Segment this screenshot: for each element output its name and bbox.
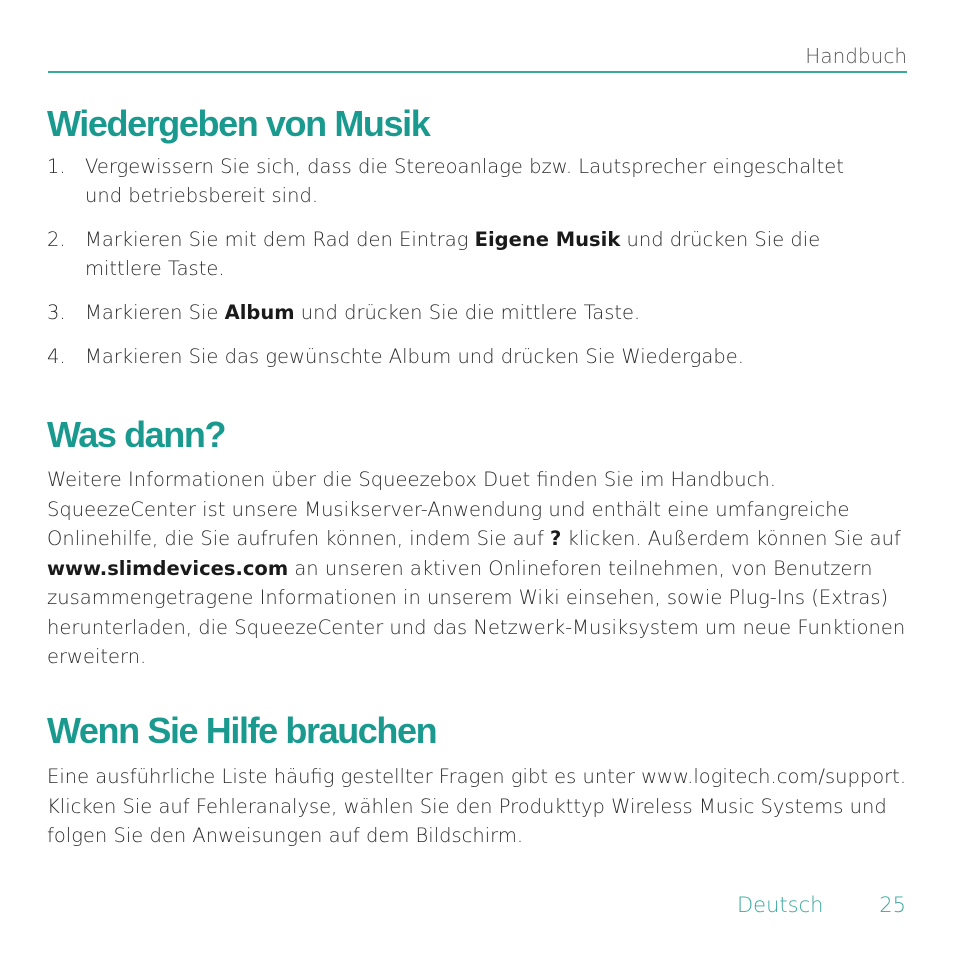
running-header: Handbuch	[805, 44, 907, 68]
page-number: 25	[879, 893, 906, 917]
section-title-what-next: Was dann?	[47, 414, 226, 455]
step-number: 4.	[47, 345, 66, 368]
step-number: 3.	[47, 301, 66, 324]
step-item	[47, 152, 847, 210]
step-text: Vergewissern Sie sich, dass die Stereoanlage bzw. Lautsprecher eingeschaltet und betriebsbereit sind.	[85, 155, 844, 207]
footer-language: Deutsch	[737, 893, 824, 917]
need-help-paragraph: Eine ausführliche Liste häufig gestellter Fragen gibt es unter www.logitech.com/support. Klicken Sie auf Fehleranalyse, wählen Sie den Produkttyp Wireless Music Systems und folgen Sie den Anweisungen auf dem Bildschirm.	[47, 765, 907, 847]
step-number: 2.	[47, 228, 66, 251]
section-title-need-help: Wenn Sie Hilfe brauchen	[47, 710, 437, 751]
header-divider	[48, 71, 907, 73]
step-text: und drücken Sie die mittlere Taste.	[294, 301, 641, 324]
help-symbol: ?	[550, 527, 562, 550]
step-item	[47, 342, 847, 371]
step-item	[47, 225, 847, 283]
step-emphasis: Album	[224, 301, 295, 324]
paragraph-text: klicken. Außerdem können Sie auf	[561, 527, 901, 550]
step-item	[47, 298, 847, 327]
step-text: und drücken Sie die mittlere Taste.	[85, 228, 821, 280]
step-number: 1.	[47, 155, 66, 178]
step-text: Markieren Sie	[85, 301, 225, 324]
step-emphasis: Eigene Musik	[474, 228, 621, 251]
step-text: Markieren Sie mit dem Rad den Eintrag	[85, 228, 475, 251]
website-link-text: www.slimdevices.com	[47, 556, 289, 580]
paragraph-text: Weitere Informationen über die Squeezebox Duet finden Sie im Handbuch. SqueezeCenter ist unsere Musikserver-Anwendung und enthält eine umfangreiche Onlinehilfe, die Sie aufrufen können, indem Sie auf	[47, 468, 850, 550]
what-next-paragraph	[47, 465, 917, 672]
section-title-play-music: Wiedergeben von Musik	[47, 103, 430, 144]
step-text: Markieren Sie das gewünschte Album und drücken Sie Wiedergabe.	[85, 345, 744, 368]
steps-list	[47, 152, 847, 386]
paragraph-text: an unseren aktiven Onlineforen teilnehmen, von Benutzern zusammengetragene Informationen in unserem Wiki einsehen, sowie Plug-Ins (Extras) herunterladen, die SqueezeCenter und das Netzwerk-Musiksystem um neue Funktionen erweitern.	[47, 556, 906, 668]
